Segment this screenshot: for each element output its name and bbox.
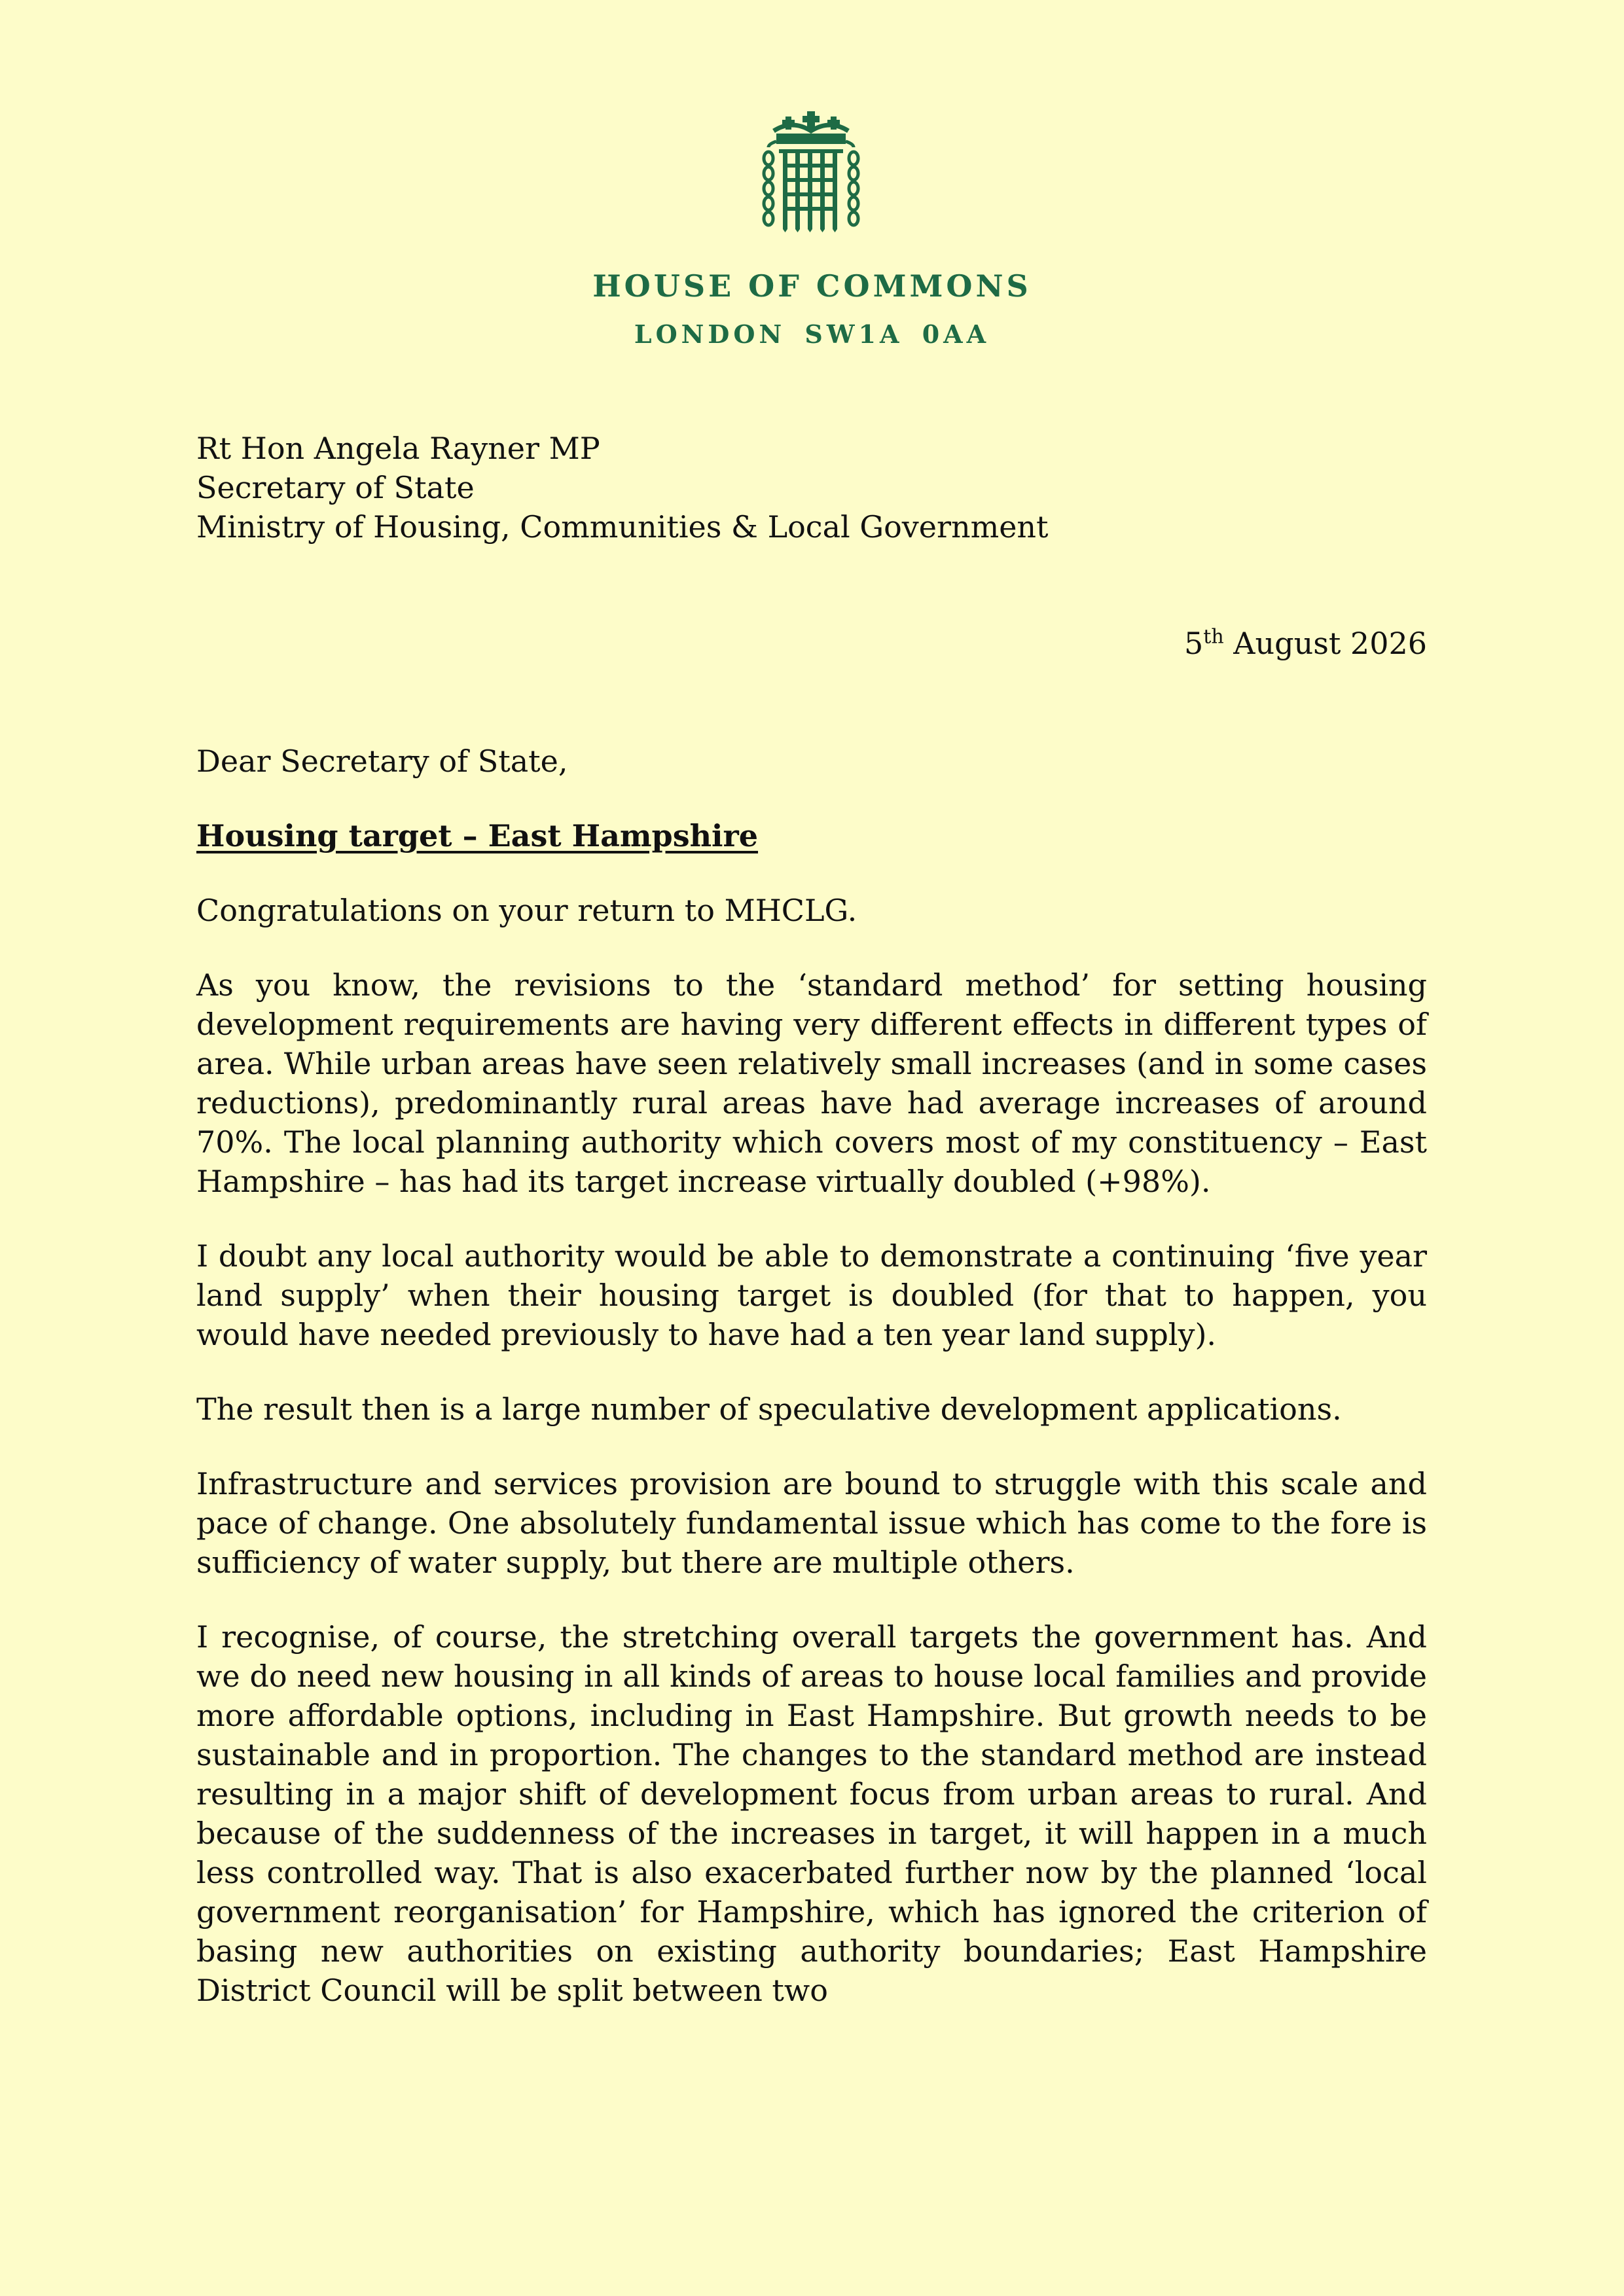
subject-heading: Housing target – East Hampshire [196,818,759,853]
body-paragraph: I recognise, of course, the stretching overall targets the government has. And we do need new housing in all kinds of areas to house local families and provide more affordable options, including in East Hampshire. But growth needs to be sustainable and in proportion. The changes to the standard method are instead resulting in a major shift of development focus from urban areas to rural. And because of the suddenness of the increases in target, it will happen in a much less controlled way. That is also exacerbated further now by the planned ‘local government reorganisation’ for Hampshire, which has ignored the criterion of basing new authorities on existing authority boundaries; East Hampshire District Council will be split between two [196,1619,1427,2008]
letterhead-title: HOUSE OF COMMONS [592,268,1032,304]
body-paragraph: As you know, the revisions to the ‘standard method’ for setting housing development requirements are having very different effects in different types of area. While urban areas have seen relatively small increases (and in some cases reductions), predominantly rural areas have had average increases of around 70%. The local planning authority which covers most of my constituency – East Hampshire – has had its target increase virtually doubled (+98%). [196,967,1427,1199]
body-paragraph: I doubt any local authority would be able to demonstrate a continuing ‘five year land supply’ when their housing target is doubled (for that to happen, you would have needed previously to have had a ten year land supply). [196,1238,1427,1352]
date-suffix: th [1203,625,1224,649]
body-paragraph: Infrastructure and services provision are bound to struggle with this scale and pace of change. One absolutely fundamental issue which has come to the fore is sufficiency of water supply, but there are multiple others. [196,1466,1427,1580]
recipient-name: Rt Hon Angela Rayner MP [196,431,600,466]
portcullis-crown-icon [759,111,863,232]
recipient-department: Ministry of Housing, Communities & Local Government [196,509,1049,545]
letter-date [196,624,1427,663]
recipient-block [196,429,1427,547]
letterhead-address: LONDON SW1A 0AA [634,319,990,349]
recipient-position: Secretary of State [196,470,475,505]
body-paragraph: Congratulations on your return to MHCLG. [196,893,857,928]
date-day: 5 [1184,626,1204,661]
salutation: Dear Secretary of State, [196,744,568,779]
date-rest: August 2026 [1223,626,1427,661]
body-paragraph: The result then is a large number of speculative development applications. [196,1391,1342,1427]
letter-content [196,429,1427,2010]
